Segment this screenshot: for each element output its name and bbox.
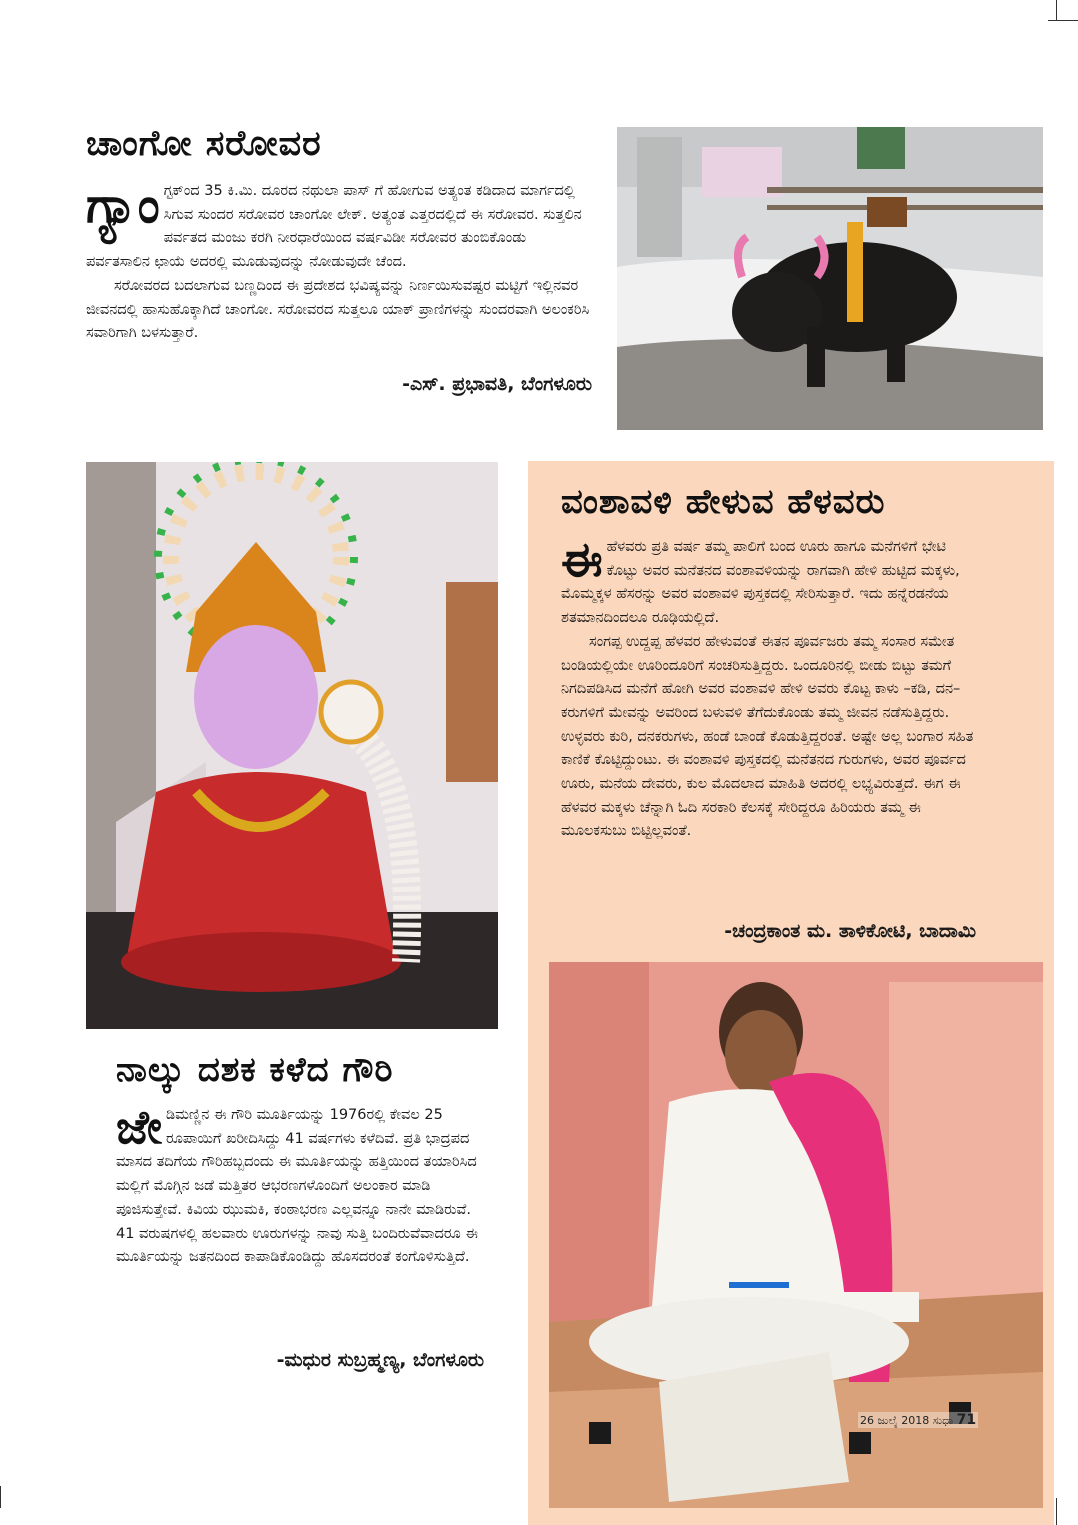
helavaru-lead: ಹೆಳವರು ಪ್ರತಿ ವರ್ಷ ತಮ್ಮ ಪಾಲಿಗೆ ಬಂದ ಊರು ಹಾಗೂ ಮನೆಗಳಿಗೆ ಭೇಟಿ ಕೊಟ್ಟು ಅವರ ಮನೆತನದ ವಂಶಾವಳಿಯನ್ನು ರಾಗವಾಗಿ ಹೇಳಿ ಹುಟ್ಟಿದ ಮಕ್ಕಳು, ಮೊಮ್ಮಕ್ಕಳ ಹೆಸರನ್ನು ಅವರ ವಂಶಾವಳಿ ಪುಸ್ತಕದಲ್ಲಿ ಸೇರಿಸುತ್ತಾರೆ. ಇದು ಹನ್ನೆರಡನೆಯ ಶತಮಾನದಿಂದಲೂ ರೂಢಿಯಲ್ಲಿದೆ. <box>561 539 960 627</box>
gowri-idol-photo <box>86 462 498 1029</box>
chango-body <box>86 176 594 346</box>
page-folio <box>858 1412 978 1428</box>
chango-dropcap: ಗ್ಯಾಂ <box>86 176 160 234</box>
folio-page-number: 71 <box>956 1412 977 1428</box>
crop-mark-left-mid <box>0 1486 1 1508</box>
folio-magazine: ಸುಧಾ <box>932 1414 954 1427</box>
gowri-body <box>116 1100 488 1270</box>
gowri-title: ನಾಲ್ಕು ದಶಕ ಕಳೆದ ಗೌರಿ <box>116 1050 394 1090</box>
gowri-byline: -ಮಧುರ ಸುಬ್ರಹ್ಮಣ್ಯ, ಬೆಂಗಳೂರು <box>276 1349 484 1371</box>
chango-title: ಚಾಂಗೋ ಸರೋವರ <box>86 124 322 164</box>
helavaru-title: ವಂಶಾವಳಿ ಹೇಳುವ ಹೆಳವರು <box>561 482 886 522</box>
folio-date: 26 ಜುಲೈ 2018 <box>860 1414 930 1427</box>
helavaru-body <box>561 532 979 844</box>
crop-mark-top-right-v <box>1056 0 1057 20</box>
gowri-dropcap: ಜೇ <box>116 1100 162 1154</box>
yak-photo <box>617 127 1043 430</box>
crop-mark-bottom-right-v <box>1056 1498 1057 1525</box>
chango-para-2: ಸರೋವರದ ಬದಲಾಗುವ ಬಣ್ಣದಿಂದ ಈ ಪ್ರದೇಶದ ಭವಿಷ್ಯವನ್ನು ನಿರ್ಣಯಿಸುವಷ್ಟರ ಮಟ್ಟಿಗೆ ಇಲ್ಲಿನವರ ಜೀವನದಲ್ಲಿ ಹಾಸುಹೊಕ್ಕಾಗಿದೆ ಚಾಂಗೋ. ಸರೋವರದ ಸುತ್ತಲೂ ಯಾಕ್ ಪ್ರಾಣಿಗಳನ್ನು ಸುಂದರವಾಗಿ ಅಲಂಕರಿಸಿ ಸವಾರಿಗಾಗಿ ಬಳಸುತ್ತಾರೆ. <box>86 277 590 342</box>
chango-lead: ಗ್ಟಕ್‌ಂದ 35 ಕಿ.ಮಿ. ದೂರದ ನಥುಲಾ ಪಾಸ್ ಗೆ ಹೋಗುವ ಅತ್ಯಂತ ಕಡಿದಾದ ಮಾರ್ಗದಲ್ಲಿ ಸಿಗುವ ಸುಂದರ ಸರೋವರ ಚಾಂಗೋ ಲೇಕ್. ಅತ್ಯಂತ ಎತ್ತರದಲ್ಲಿದೆ ಈ ಸರೋವರ. ಸುತ್ತಲಿನ ಪರ್ವತದ ಮಂಜು ಕರಗಿ ನೀರಧಾರೆಯಿಂದ ವರ್ಷವಿಡೀ ಸರೋವರ ತುಂಬಿಕೊಂಡು ಪರ್ವತಸಾಲಿನ ಛಾಯೆ ಅದರಲ್ಲಿ ಮೂಡುವುದನ್ನು ನೋಡುವುದೇ ಚೆಂದ. <box>86 183 582 271</box>
helavaru-byline: -ಚಂದ್ರಕಾಂತ ಮ. ತಾಳಿಕೋಟಿ, ಬಾದಾಮಿ <box>724 920 976 942</box>
gowri-lead: ಡಿಮಣ್ಣಿನ ಈ ಗೌರಿ ಮೂರ್ತಿಯನ್ನು 1976ರಲ್ಲಿ ಕೇವಲ 25 ರೂಪಾಯಿಗೆ ಖರೀದಿಸಿದ್ದು 41 ವರ್ಷಗಳು ಕಳೆದಿವೆ. ಪ್ರತಿ ಭಾದ್ರಪದ ಮಾಸದ ತದಿಗೆಯ ಗೌರಿಹಬ್ಬದಂದು ಈ ಮೂರ್ತಿಯನ್ನು ಹತ್ತಿಯಿಂದ ತಯಾರಿಸಿದ ಮಲ್ಲಿಗೆ ಮೊಗ್ಗಿನ ಜಡೆ ಮತ್ತಿತರ ಆಭರಣಗಳೊಂದಿಗೆ ಅಲಂಕಾರ ಮಾಡಿ ಪೂಜಿಸುತ್ತೇವೆ. ಕಿವಿಯ ಝುಮಕಿ, ಕಂಠಾಭರಣ ಎಲ್ಲವನ್ನೂ ನಾನೇ ಮಾಡಿರುವೆ. 41 ವರುಷಗಳಲ್ಲಿ ಹಲವಾರು ಊರುಗಳನ್ನು ನಾವು ಸುತ್ತಿ ಬಂದಿರುವೆವಾದರೂ ಈ ಮೂರ್ತಿಯನ್ನು ಜತನದಿಂದ ಕಾಪಾಡಿಕೊಂಡಿದ್ದು ಹೊಸದರಂತೆ ಕಂಗೊಳಿಸುತ್ತಿದೆ. <box>116 1107 478 1266</box>
chango-byline: -ಎಸ್. ಪ್ರಭಾವತಿ, ಬೆಂಗಳೂರು <box>402 373 592 395</box>
crop-mark-top-right-h <box>1048 20 1078 21</box>
helavaru-dropcap: ಈ <box>561 532 603 588</box>
helavaru-para-2: ಸಂಗಪ್ಪ ಉದ್ದಪ್ಪ ಹೆಳವರ ಹೇಳುವಂತೆ ಈತನ ಪೂರ್ವಜರು ತಮ್ಮ ಸಂಸಾರ ಸಮೇತ ಬಂಡಿಯಲ್ಲಿಯೇ ಊರಿಂದೂರಿಗೆ ಸಂಚರಿಸುತ್ತಿದ್ದರು. ಒಂದೂರಿನಲ್ಲಿ ಬೀಡು ಬಿಟ್ಟು ತಮಗೆ ನಿಗದಿಪಡಿಸಿದ ಮನೆಗೆ ಹೋಗಿ ಅವರ ವಂಶಾವಳಿ ಹೇಳಿ ಅವರು ಕೊಟ್ಟ ಕಾಳು –ಕಡಿ, ದನ–ಕರುಗಳಿಗೆ ಮೇವನ್ನು ಅವರಿಂದ ಬಳುವಳಿ ತೆಗೆದುಕೊಂಡು ತಮ್ಮ ಜೀವನ ನಡೆಸುತ್ತಿದ್ದರು. ಉಳ್ಳವರು ಕುರಿ, ದನಕರುಗಳು, ಹಂಡೆ ಬಾಂಡೆ ಕೊಡುತ್ತಿದ್ದರಂತೆ. ಅಷ್ಟೇ ಅಲ್ಲ ಬಂಗಾರ ಸಹಿತ ಕಾಣಿಕೆ ಕೊಟ್ಟಿದ್ದುಂಟು. ಈ ವಂಶಾವಳಿ ಪುಸ್ತಕದಲ್ಲಿ ಮನೆತನದ ಗುರುಗಳು, ಅವರ ಪೂರ್ವದ ಊರು, ಮನೆಯ ದೇವರು, ಕುಲ ಮೊದಲಾದ ಮಾಹಿತಿ ಅದರಲ್ಲಿ ಲಭ್ಯವಿರುತ್ತದೆ. ಈಗ ಈ ಹೆಳವರ ಮಕ್ಕಳು ಚೆನ್ನಾಗಿ ಓದಿ ಸರಕಾರಿ ಕೆಲಸಕ್ಕೆ ಸೇರಿದ್ದರೂ ಹಿರಿಯರು ತಮ್ಮ ಈ ಮೂಲಕಸುಬು ಬಿಟ್ಟಿಲ್ಲವಂತೆ. <box>561 633 974 840</box>
